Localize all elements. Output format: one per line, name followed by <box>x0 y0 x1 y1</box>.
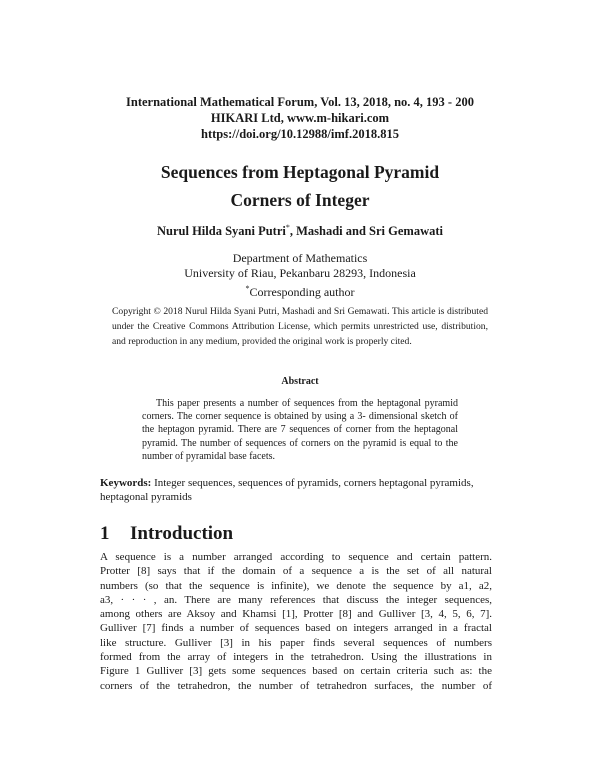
abstract-heading: Abstract <box>281 376 319 387</box>
copyright-notice: Copyright © 2018 Nurul Hilda Syani Putri, Mashadi and Sri Gemawati. This article is distributed under the Creative Commons Attribution License, which permits unrestricted use, distribution, and reproduction in any medium, provided the original work is properly cited. <box>112 306 488 347</box>
doi-link[interactable]: https://doi.org/10.12988/imf.2018.815 <box>201 127 399 141</box>
abstract-text: This paper presents a number of sequences from the heptagonal pyramid corners. The corner sequence is obtained by using a 3- dimensional sketch of the heptagon pyramid. There are 7 sequences of corner from the heptagonal pyramid. The number of sequences of corners on the pyramid is equal to the number of pyramidal base facets. <box>142 398 458 462</box>
corresponding-author-note <box>0 281 600 300</box>
affiliation-department: Department of Mathematics <box>232 251 368 265</box>
publisher-line: HIKARI Ltd, www.m-hikari.com <box>210 111 390 125</box>
intro-line: formed from the array of integers in the tetrahedron. Using the illustrations in <box>100 651 492 664</box>
keywords <box>100 476 492 504</box>
title-line-2: Corners of Integer <box>230 190 370 210</box>
author-names-first: Nurul Hilda Syani Putri <box>157 224 286 239</box>
corresponding-note-mark: * <box>245 284 250 293</box>
corresponding-note-text: Corresponding author <box>249 285 355 299</box>
corresponding-mark: * <box>285 223 290 232</box>
intro-line: Figure 1 Gulliver [3] gets some sequences based on certain criteria such as: the <box>100 665 492 678</box>
section-heading <box>100 523 500 545</box>
paper-title <box>0 158 600 214</box>
intro-line: Gulliver [7] finds a number of sequences based on integers arranged in a fractal <box>100 622 492 635</box>
section-number: 1 <box>100 523 110 544</box>
intro-line: Protter [8] says that if the domain of a sequence a is the set of all natural <box>100 565 492 578</box>
section-title: Introduction <box>130 523 234 544</box>
intro-line: like structure. Gulliver [3] in his paper finds several sequences of numbers <box>100 636 492 649</box>
journal-citation: International Mathematical Forum, Vol. 13, 2018, no. 4, 193 - 200 <box>126 95 474 109</box>
affiliation-university: University of Riau, Pekanbaru 28293, Indonesia <box>184 266 416 280</box>
introduction-paragraph <box>100 550 492 693</box>
title-line-1: Sequences from Heptagonal Pyramid <box>160 162 440 182</box>
affiliation <box>0 251 600 300</box>
intro-line: among others are Aksoy and Khamsi [1], Protter [8] and Gulliver [3, 4, 5, 6, 7]. <box>100 608 492 621</box>
intro-line: A sequence is a number arranged according to sequence and certain pattern. <box>100 551 492 563</box>
intro-line: corners of the tetrahedron, the number of tetrahedron surfaces, the number of <box>100 679 492 692</box>
journal-header <box>0 94 600 142</box>
intro-line: numbers (so that the sequence is infinite), we denote the sequence by a1, a2, <box>100 579 492 592</box>
author-names-rest: , Mashadi and Sri Gemawati <box>289 224 443 239</box>
intro-line: a3, · · · , an. There are many references that discuss the integer sequences, <box>100 593 492 606</box>
author-list <box>0 220 600 239</box>
keywords-label: Keywords: <box>100 477 152 489</box>
keywords-text: Integer sequences, sequences of pyramids, corners heptagonal pyramids, heptagonal pyramids <box>100 477 474 503</box>
